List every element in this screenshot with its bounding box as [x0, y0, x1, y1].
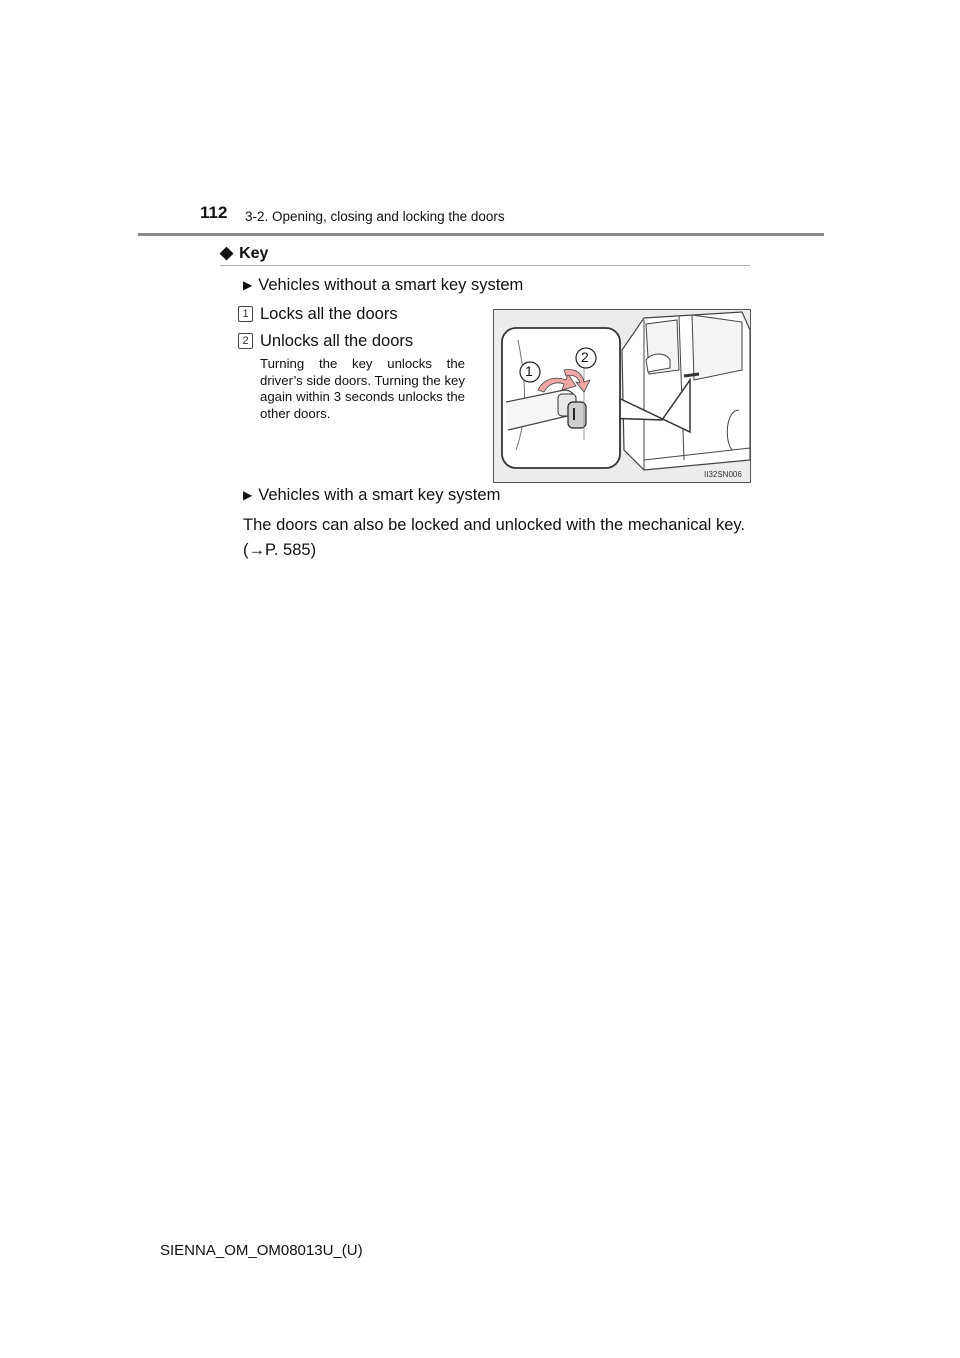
- subsection-title: Vehicles with a smart key system: [258, 486, 501, 504]
- section-title: 3-2. Opening, closing and locking the doors: [245, 209, 505, 224]
- subsection-without-smart-key: [243, 276, 523, 295]
- note-text: Turning the key unlocks the driver’s side doors. Turning the key again within 3 seconds unlocks the other doors.: [260, 356, 465, 421]
- item-lock-label: Locks all the doors: [260, 305, 398, 323]
- page-number: 112: [200, 203, 228, 222]
- callout-2: 2: [581, 349, 589, 365]
- item-unlock-label: Unlocks all the doors: [260, 332, 414, 350]
- diamond-icon: ◆: [220, 243, 234, 262]
- heading-title: Key: [239, 245, 269, 262]
- heading-divider: [220, 265, 750, 266]
- heading: [220, 243, 268, 263]
- number-badge-1: 1: [238, 306, 253, 322]
- triangle-right-icon: ▶: [243, 278, 253, 292]
- subsection-with-smart-key: [243, 486, 500, 505]
- header-divider: [138, 233, 824, 236]
- key-door-drawing: [494, 310, 750, 482]
- footer-doc-id: SIENNA_OM_OM08013U_(U): [160, 1242, 363, 1259]
- number-badge-2: 2: [238, 333, 253, 349]
- subsection-title: Vehicles without a smart key system: [258, 276, 524, 294]
- key-illustration: [493, 309, 751, 483]
- callout-1: 1: [525, 363, 533, 379]
- body-paragraph: The doors can also be locked and unlocked with the mechanical key. (→P. 585): [243, 516, 745, 559]
- triangle-right-icon: ▶: [243, 488, 253, 502]
- figure-code: II32SN006: [704, 470, 742, 479]
